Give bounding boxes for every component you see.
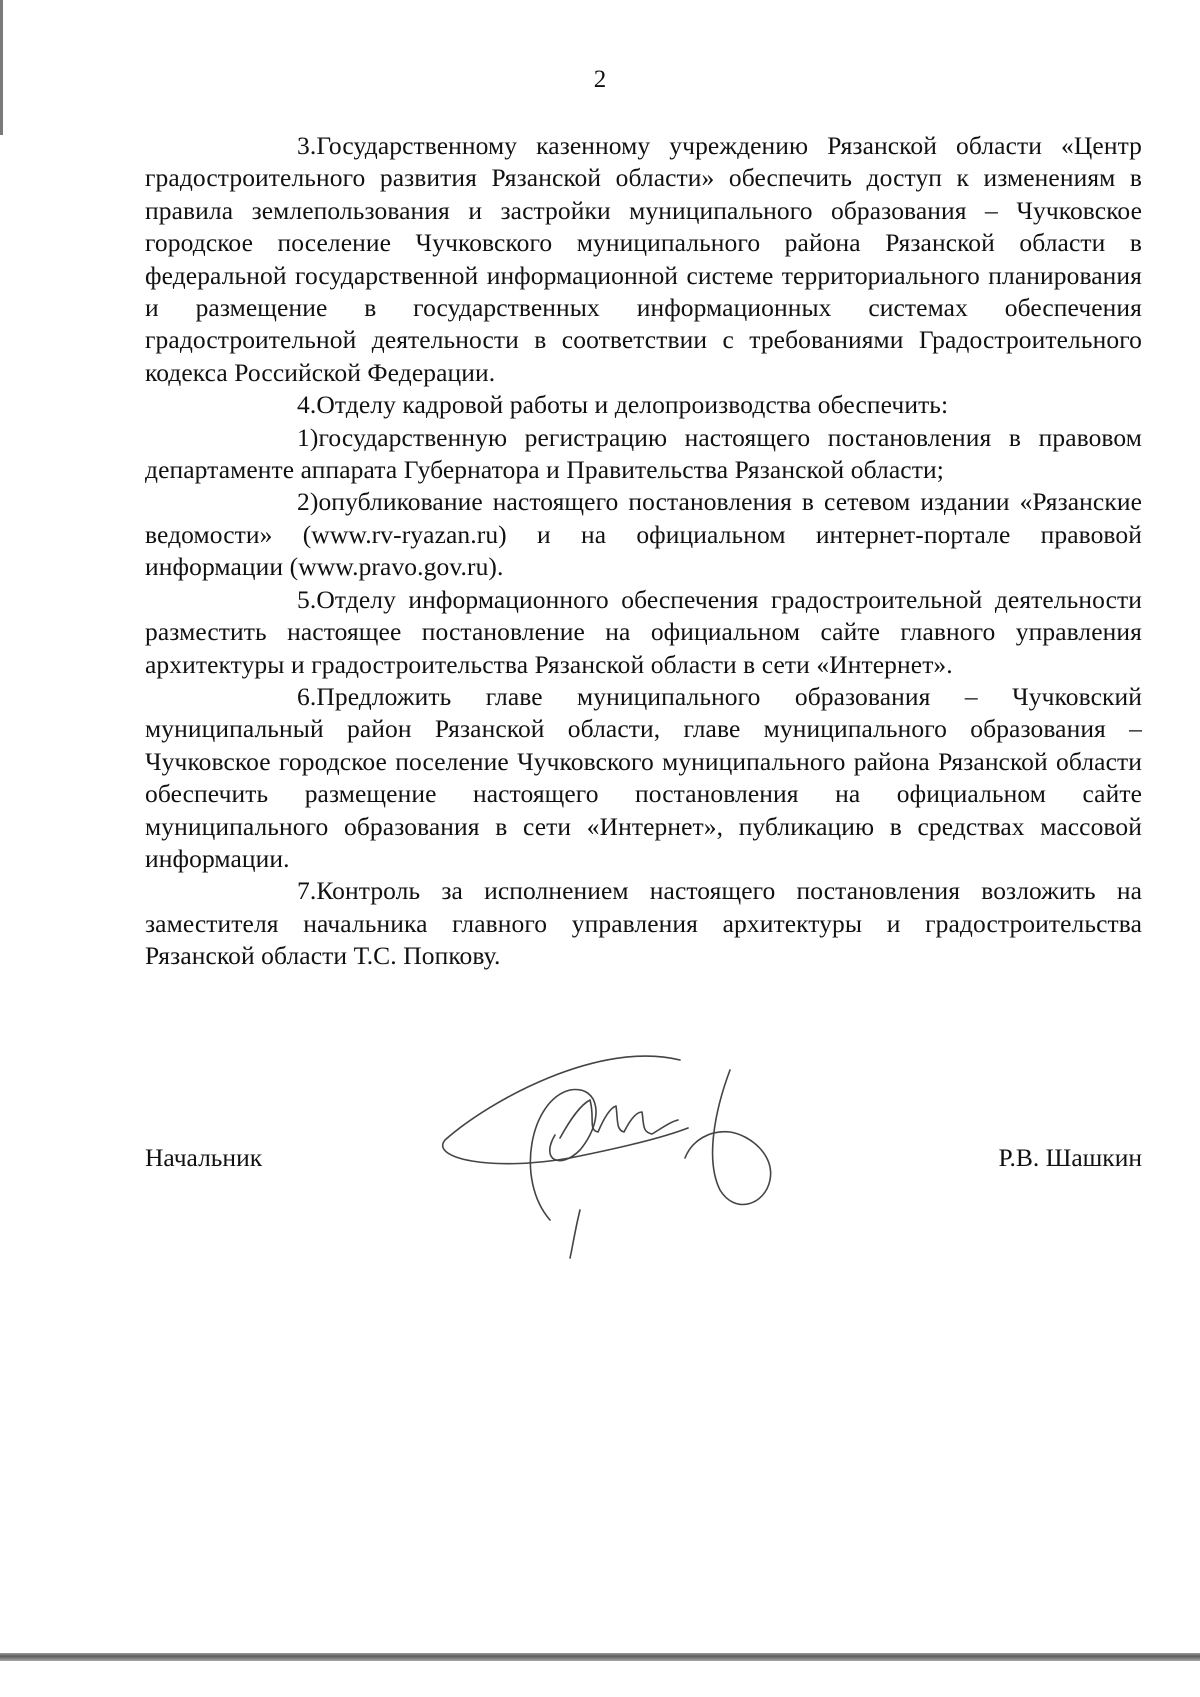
paragraph-text: Отделу информационного обеспечения градостроительной деятельности разместить настоящее постановление на официальном сайте главного управления архитектуры и градостроительства Рязанской области в сети «Интернет». <box>145 584 1142 679</box>
paragraph-text: Предложить главе муниципального образования – Чучковский муниципальный район Рязанской области, главе муниципального образования – Чучковское городское поселение Чучковского муниципального района Рязанской области обеспечить размещение настоящего постановления на официальном сайте муниципального образования в сети «Интернет», публикацию в средствах массовой информации. <box>145 681 1142 873</box>
paragraph-4-1 <box>145 422 1142 487</box>
document-body <box>145 130 1142 973</box>
paragraph-text: Государственному казенному учреждению Рязанской области «Центр градостроительного развития Рязанской области» обеспечить доступ к изменениям в правила землепользования и застройки муниципального образования – Чучковское городское поселение Чучковского муниципального района Рязанской области в федеральной государственной информационной системе территориального планирования и размещение в государственных информационных системах обеспечения градостроительной деятельности в соответствии с требованиями Градостроительного кодекса Российской Федерации. <box>145 131 1142 387</box>
signatory-name: Р.В. Шашкин <box>998 1143 1142 1172</box>
paragraph-number: 3. <box>297 131 317 160</box>
paragraph-4 <box>145 389 1142 421</box>
paragraph-number: 1) <box>297 422 319 452</box>
scan-edge-bottom <box>0 1653 1200 1661</box>
paragraph-number: 6. <box>297 681 317 711</box>
paragraph-number: 7. <box>297 876 317 906</box>
paragraph-number: 2) <box>297 487 319 517</box>
page-number: 2 <box>593 66 607 93</box>
paragraph-number: 5. <box>297 584 317 614</box>
signatory-title: Начальник <box>145 1143 263 1172</box>
paragraph-3 <box>145 130 1142 389</box>
paragraph-7 <box>145 875 1142 972</box>
paragraph-number: 4. <box>297 390 317 420</box>
paragraph-text: государственную регистрацию настоящего постановления в правовом департаменте аппарата Губернатора и Правительства Рязанской области; <box>145 422 1142 485</box>
paragraph-6 <box>145 681 1142 875</box>
paragraph-text: Отделу кадровой работы и делопроизводства обеспечить: <box>316 390 949 420</box>
signature-block <box>145 1143 1142 1183</box>
paragraph-4-2 <box>145 486 1142 583</box>
paragraph-text: опубликование настоящего постановления в сетевом издании «Рязанские ведомости» (www.rv-ryazan.ru) и на официальном интернет-портале правовой информации (www.pravo.gov.ru). <box>145 487 1142 582</box>
paragraph-5 <box>145 584 1142 681</box>
paragraph-text: Контроль за исполнением настоящего постановления возложить на заместителя начальника главного управления архитектуры и градостроительства Рязанской области Т.С. Попкову. <box>145 876 1142 971</box>
